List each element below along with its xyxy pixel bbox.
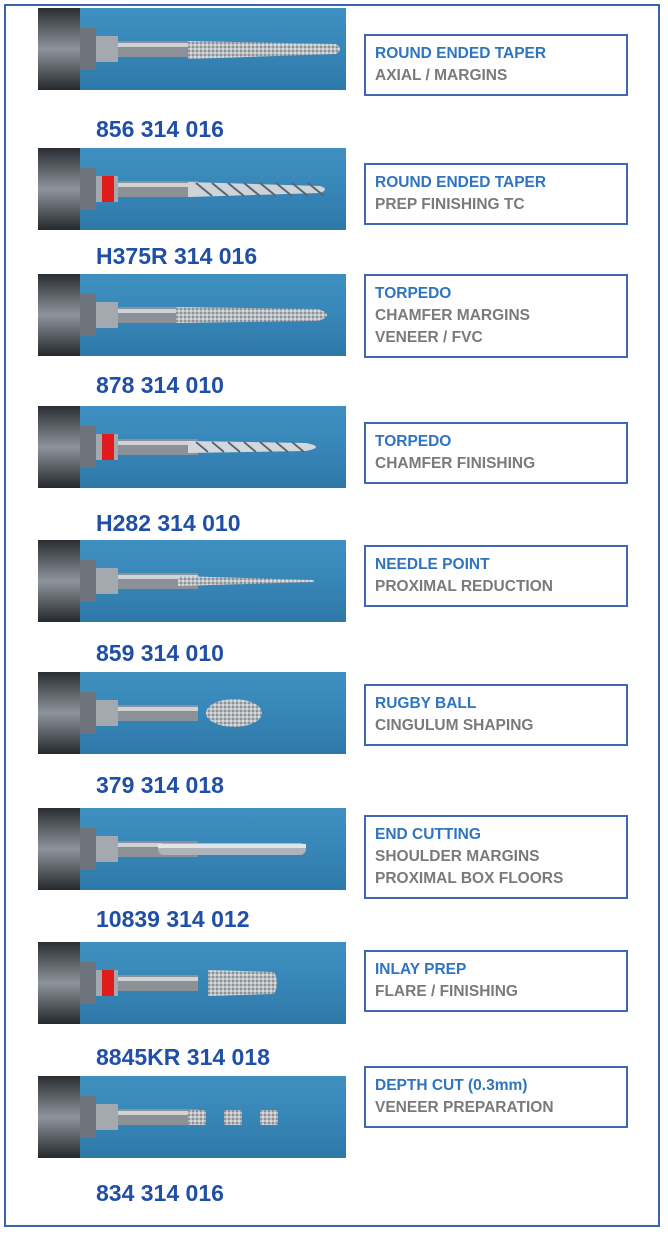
red-color-band bbox=[102, 176, 114, 202]
bur-description-box bbox=[364, 815, 628, 899]
bur-description-box bbox=[364, 684, 628, 746]
bur-use-line: CINGULUM SHAPING bbox=[375, 717, 534, 734]
bur-code: 856 314 016 bbox=[96, 116, 224, 142]
bur-code: 10839 314 012 bbox=[96, 906, 250, 932]
bur-use-line: FLARE / FINISHING bbox=[375, 983, 518, 1000]
bur-photo bbox=[38, 672, 346, 754]
bur-head bbox=[188, 41, 340, 59]
bur-code: 834 314 016 bbox=[96, 1180, 224, 1206]
bur-shape-title: INLAY PREP bbox=[375, 961, 467, 978]
bur-head bbox=[208, 970, 277, 996]
bur-shank bbox=[38, 1076, 198, 1158]
bur-shape-title: DEPTH CUT (0.3mm) bbox=[375, 1077, 528, 1094]
bur-use-line: PROXIMAL BOX FLOORS bbox=[375, 870, 564, 887]
bur-shape-title: NEEDLE POINT bbox=[375, 556, 490, 573]
bur-use-line: VENEER PREPARATION bbox=[375, 1099, 554, 1116]
red-color-band bbox=[102, 434, 114, 460]
bur-head bbox=[206, 699, 262, 727]
bur-description-box bbox=[364, 422, 628, 484]
bur-code: H282 314 010 bbox=[96, 510, 241, 536]
bur-description-box bbox=[364, 1066, 628, 1128]
bur-head bbox=[176, 307, 327, 323]
bur-photo bbox=[38, 540, 346, 622]
bur-use-line: AXIAL / MARGINS bbox=[375, 67, 508, 84]
bur-use-line: SHOULDER MARGINS bbox=[375, 848, 540, 865]
bur-code: 878 314 010 bbox=[96, 372, 224, 398]
bur-photo bbox=[38, 942, 346, 1024]
bur-shape-title: ROUND ENDED TAPER bbox=[375, 45, 547, 62]
bur-description-box bbox=[364, 950, 628, 1012]
bur-use-line: PREP FINISHING TC bbox=[375, 196, 525, 213]
bur-head bbox=[188, 1110, 278, 1125]
bur-shape-title: RUGBY BALL bbox=[375, 695, 477, 712]
bur-shape-title: TORPEDO bbox=[375, 285, 452, 302]
bur-shank bbox=[38, 942, 198, 1024]
bur-code: 859 314 010 bbox=[96, 640, 224, 666]
red-color-band bbox=[102, 970, 114, 996]
bur-photo bbox=[38, 1076, 346, 1158]
bur-shape-title: ROUND ENDED TAPER bbox=[375, 174, 547, 191]
bur-photo bbox=[38, 8, 346, 90]
bur-description-box bbox=[364, 274, 628, 358]
bur-shank bbox=[38, 672, 198, 754]
bur-photo bbox=[38, 406, 346, 488]
bur-shank bbox=[38, 540, 198, 622]
bur-shape-title: TORPEDO bbox=[375, 433, 452, 450]
bur-use-line: CHAMFER FINISHING bbox=[375, 455, 536, 472]
bur-head bbox=[178, 576, 314, 586]
bur-photo bbox=[38, 148, 346, 230]
bur-use-line: VENEER / FVC bbox=[375, 329, 483, 346]
bur-shank bbox=[38, 8, 198, 90]
bur-use-line: PROXIMAL REDUCTION bbox=[375, 578, 553, 595]
bur-shank bbox=[38, 406, 198, 488]
bur-code: H375R 314 016 bbox=[96, 243, 258, 269]
bur-shank bbox=[38, 148, 198, 230]
bur-head bbox=[188, 441, 316, 453]
bur-shape-title: END CUTTING bbox=[375, 826, 481, 843]
bur-code: 379 314 018 bbox=[96, 772, 224, 798]
bur-head bbox=[188, 182, 325, 197]
bur-code: 8845KR 314 018 bbox=[96, 1044, 270, 1070]
bur-description-box bbox=[364, 163, 628, 225]
bur-head bbox=[158, 843, 306, 855]
bur-description-box bbox=[364, 545, 628, 607]
bur-description-box bbox=[364, 34, 628, 96]
bur-shank bbox=[38, 274, 198, 356]
bur-photo bbox=[38, 808, 346, 890]
bur-use-line: CHAMFER MARGINS bbox=[375, 307, 530, 324]
bur-photo bbox=[38, 274, 346, 356]
